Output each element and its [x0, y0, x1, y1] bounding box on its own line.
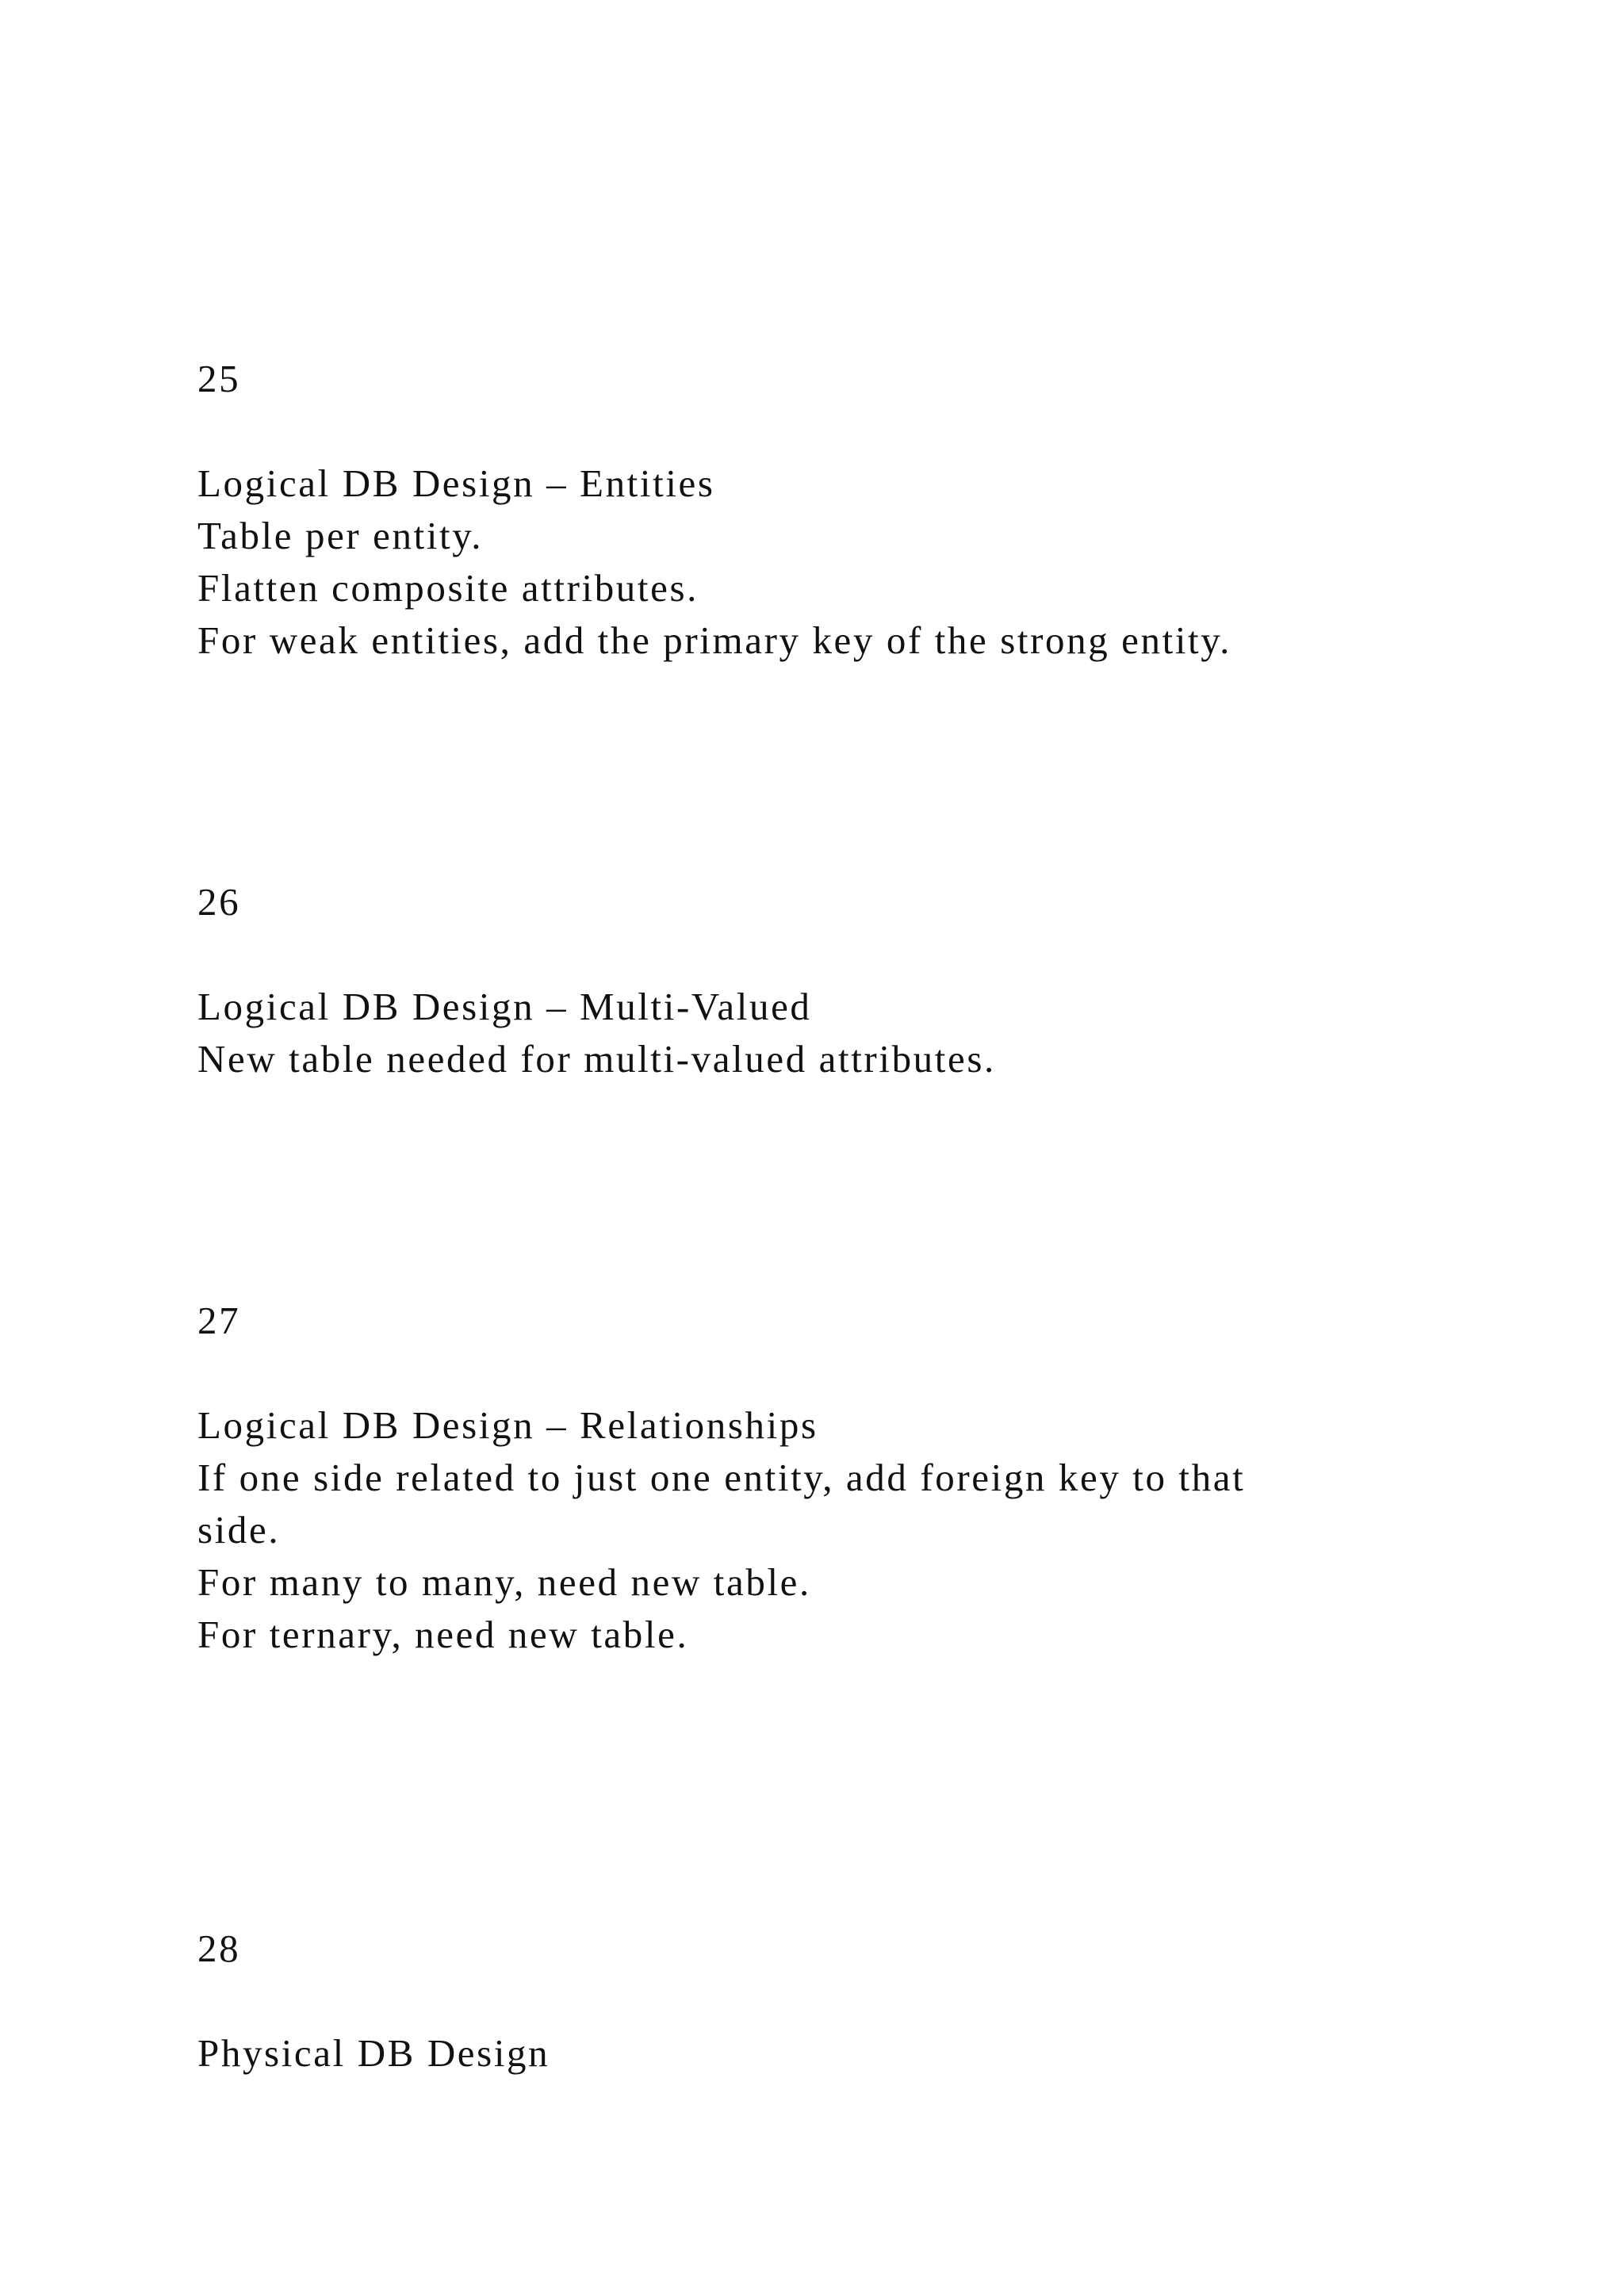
section-heading: Logical DB Design – Entities — [197, 461, 715, 505]
slide-number: 26 — [197, 880, 241, 924]
text-line: For weak entities, add the primary key of the strong entity. — [197, 618, 1232, 662]
section-heading: Logical DB Design – Multi-Valued — [197, 985, 812, 1028]
text-line: side. — [197, 1508, 281, 1552]
text-line: For many to many, need new table. — [197, 1560, 811, 1604]
text-line: For ternary, need new table. — [197, 1613, 689, 1656]
slide-number: 27 — [197, 1299, 241, 1342]
section-heading: Logical DB Design – Relationships — [197, 1403, 818, 1447]
text-line: Table per entity. — [197, 514, 484, 557]
text-line: If one side related to just one entity, add foreign key to that — [197, 1456, 1246, 1499]
text-line: New table needed for multi-valued attributes. — [197, 1037, 996, 1081]
slide-number: 28 — [197, 1927, 241, 1970]
text-line: Flatten composite attributes. — [197, 566, 699, 610]
section-heading: Physical DB Design — [197, 2031, 550, 2075]
slide-number: 25 — [197, 357, 241, 400]
